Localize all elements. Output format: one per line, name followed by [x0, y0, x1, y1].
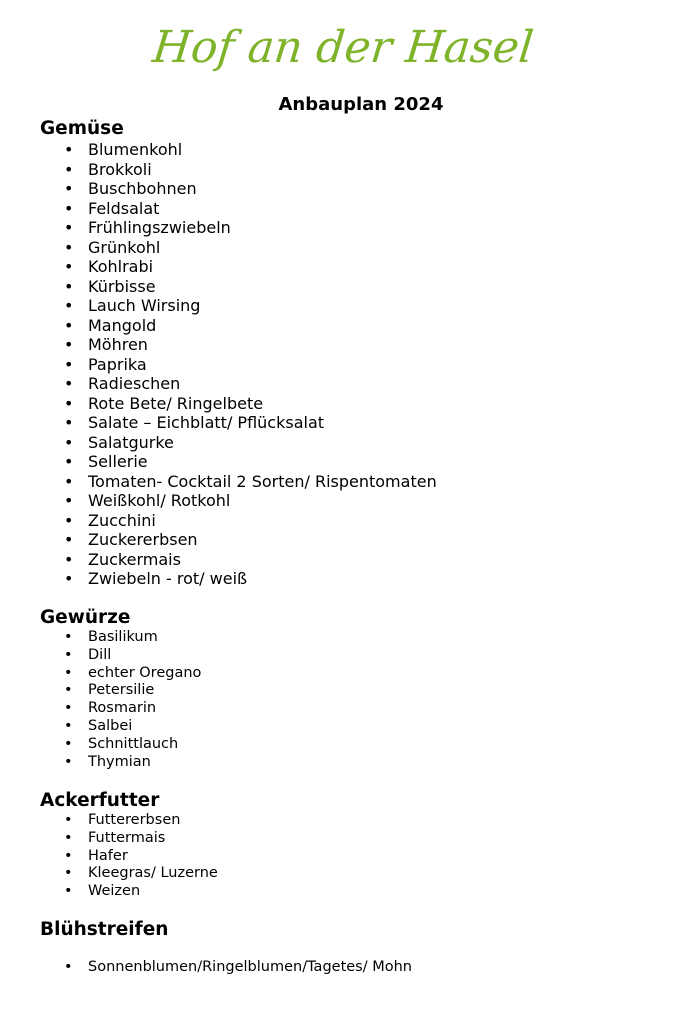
list-item — [40, 179, 437, 199]
section-gemuese — [40, 118, 437, 589]
list-item — [40, 394, 437, 414]
bullet-icon: • — [64, 315, 74, 335]
list-item-text: Sonnenblumen/Ringelblumen/Tagetes/ Mohn — [88, 959, 412, 975]
bullet-icon: • — [64, 354, 74, 374]
list-item-text: Kleegras/ Luzerne — [88, 865, 218, 882]
list-item — [40, 736, 201, 754]
list-item — [40, 472, 437, 492]
list-item-text: Salate – Eichblatt/ Pflücksalat — [88, 413, 325, 432]
list-item-text: Thymian — [88, 753, 151, 770]
item-list — [40, 140, 437, 589]
list-item — [40, 718, 201, 736]
farm-logo: Hof an der Hasel — [150, 22, 536, 73]
list-item — [40, 199, 437, 219]
list-item — [40, 812, 218, 830]
list-item — [40, 569, 437, 589]
list-item-text: Radieschen — [88, 374, 181, 393]
bullet-icon: • — [64, 432, 74, 452]
bullet-icon: • — [64, 276, 74, 296]
section-heading: Ackerfutter — [40, 790, 160, 811]
bullet-icon: • — [64, 335, 74, 354]
section-gewuerze — [40, 607, 201, 771]
list-item — [40, 257, 437, 277]
list-item — [40, 629, 201, 647]
list-item — [40, 296, 437, 316]
list-item-text: Kürbisse — [88, 276, 156, 296]
bullet-icon: • — [64, 629, 73, 645]
bullet-icon: • — [64, 393, 74, 413]
list-item-text: Rosmarin — [88, 700, 157, 717]
item-list — [40, 812, 218, 901]
list-item — [40, 754, 201, 772]
bullet-icon: • — [64, 179, 74, 198]
section-bluehstreifen — [40, 919, 412, 977]
list-item-text: Petersilie — [88, 682, 155, 699]
list-item-text: Weizen — [88, 883, 141, 900]
bullet-icon: • — [64, 296, 74, 315]
list-item-text: Salatgurke — [88, 432, 174, 452]
list-item — [40, 433, 437, 453]
bullet-icon: • — [64, 812, 73, 828]
section-heading: Gemüse — [40, 118, 124, 139]
list-item-text: Lauch Wirsing — [88, 296, 201, 315]
bullet-icon: • — [64, 847, 73, 864]
list-item — [40, 530, 437, 550]
bullet-icon: • — [64, 682, 73, 699]
list-item-text: Weißkohl/ Rotkohl — [88, 491, 231, 510]
section-heading: Gewürze — [40, 607, 131, 628]
list-item — [40, 883, 218, 901]
list-item-text: Buschbohnen — [88, 179, 197, 198]
list-item-text: Zuckererbsen — [88, 530, 198, 549]
list-item — [40, 374, 437, 394]
bullet-icon: • — [64, 140, 74, 159]
list-item-text: Möhren — [88, 335, 148, 354]
list-item-text: Feldsalat — [88, 198, 160, 218]
list-item — [40, 959, 412, 977]
bullet-icon: • — [64, 883, 73, 900]
list-item — [40, 452, 437, 472]
section-ackerfutter — [40, 790, 218, 901]
list-item — [40, 355, 437, 375]
list-item — [40, 647, 201, 665]
list-item — [40, 491, 437, 511]
list-item — [40, 700, 201, 718]
item-list — [40, 959, 412, 977]
list-item — [40, 413, 437, 433]
bullet-icon: • — [64, 700, 73, 717]
list-item-text: Futtererbsen — [88, 812, 181, 828]
list-item — [40, 665, 201, 683]
bullet-icon: • — [64, 159, 74, 179]
list-item-text: Paprika — [88, 354, 147, 374]
bullet-icon: • — [64, 735, 73, 752]
list-item-text: Zuckermais — [88, 549, 181, 569]
item-list — [40, 629, 201, 771]
bullet-icon: • — [64, 218, 74, 237]
list-item — [40, 335, 437, 355]
list-item — [40, 160, 437, 180]
bullet-icon: • — [64, 413, 74, 432]
bullet-icon: • — [64, 569, 74, 588]
list-item-text: Kohlrabi — [88, 257, 154, 276]
list-item-text: Futtermais — [88, 829, 166, 846]
list-item — [40, 511, 437, 531]
bullet-icon: • — [64, 257, 74, 276]
list-item — [40, 218, 437, 238]
bullet-icon: • — [64, 374, 74, 393]
list-item-text: echter Oregano — [88, 664, 202, 681]
list-item-text: Zwiebeln - rot/ weiß — [88, 569, 248, 588]
list-item-text: Salbei — [88, 717, 133, 734]
bullet-icon: • — [64, 198, 74, 218]
list-item — [40, 238, 437, 258]
list-item-text: Sellerie — [88, 452, 148, 471]
bullet-icon: • — [64, 717, 73, 734]
bullet-icon: • — [64, 491, 74, 510]
list-item-text: Tomaten- Cocktail 2 Sorten/ Rispentomaten — [88, 471, 437, 491]
bullet-icon: • — [64, 959, 73, 975]
list-item-text: Mangold — [88, 315, 157, 335]
list-item — [40, 140, 437, 160]
list-item-text: Basilikum — [88, 629, 158, 645]
bullet-icon: • — [64, 549, 74, 569]
list-item — [40, 865, 218, 883]
bullet-icon: • — [64, 865, 73, 882]
list-item — [40, 316, 437, 336]
bullet-icon: • — [64, 471, 74, 491]
list-item — [40, 848, 218, 866]
list-item-text: Grünkohl — [88, 237, 161, 257]
list-item-text: Schnittlauch — [88, 735, 179, 752]
list-item — [40, 277, 437, 297]
bullet-icon: • — [64, 530, 74, 549]
list-item-text: Zucchini — [88, 510, 156, 530]
list-item — [40, 830, 218, 848]
list-item-text: Rote Bete/ Ringelbete — [88, 393, 264, 413]
bullet-icon: • — [64, 237, 74, 257]
bullet-icon: • — [64, 829, 73, 846]
list-item — [40, 682, 201, 700]
section-heading: Blühstreifen — [40, 919, 169, 940]
list-item-text: Brokkoli — [88, 159, 152, 179]
bullet-icon: • — [64, 753, 73, 770]
bullet-icon: • — [64, 452, 74, 471]
list-item-text: Frühlingszwiebeln — [88, 218, 231, 237]
bullet-icon: • — [64, 664, 73, 681]
list-item-text: Blumenkohl — [88, 140, 183, 159]
list-item-text: Hafer — [88, 847, 128, 864]
bullet-icon: • — [64, 646, 73, 663]
bullet-icon: • — [64, 510, 74, 530]
list-item-text: Dill — [88, 646, 112, 663]
list-item — [40, 550, 437, 570]
page-title: Anbauplan 2024 — [278, 94, 444, 115]
